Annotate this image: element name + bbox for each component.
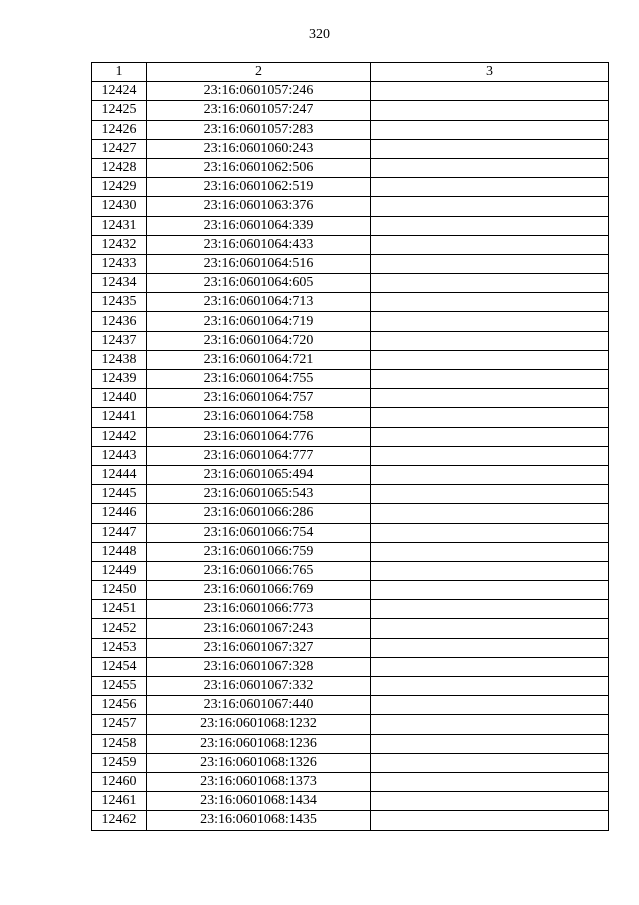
row-number-cell: 12425 [92,101,147,120]
row-number-cell: 12432 [92,235,147,254]
notes-cell [371,734,609,753]
cadastral-number-cell: 23:16:0601067:440 [147,696,371,715]
notes-cell [371,408,609,427]
notes-cell [371,753,609,772]
row-number-cell: 12446 [92,504,147,523]
row-number-cell: 12457 [92,715,147,734]
table-row [92,389,609,408]
cadastral-number-cell: 23:16:0601064:713 [147,293,371,312]
notes-cell [371,600,609,619]
row-number-cell: 12455 [92,677,147,696]
table-row [92,715,609,734]
notes-cell [371,274,609,293]
table-row [92,274,609,293]
row-number-cell: 12424 [92,82,147,101]
row-number-cell: 12462 [92,811,147,830]
table-row [92,139,609,158]
cadastral-number-cell: 23:16:0601064:755 [147,370,371,389]
table-row [92,197,609,216]
row-number-cell: 12458 [92,734,147,753]
row-number-cell: 12433 [92,254,147,273]
cadastral-number-cell: 23:16:0601060:243 [147,139,371,158]
notes-cell [371,542,609,561]
table-row [92,734,609,753]
notes-cell [371,312,609,331]
cadastral-number-cell: 23:16:0601066:769 [147,581,371,600]
cadastral-number-cell: 23:16:0601064:721 [147,350,371,369]
cadastral-number-cell: 23:16:0601062:506 [147,158,371,177]
notes-cell [371,504,609,523]
table-row [92,657,609,676]
column-header: 1 [92,63,147,82]
cadastral-number-cell: 23:16:0601062:519 [147,178,371,197]
row-number-cell: 12453 [92,638,147,657]
table-row [92,158,609,177]
cadastral-number-cell: 23:16:0601064:719 [147,312,371,331]
cadastral-number-cell: 23:16:0601065:494 [147,465,371,484]
cadastral-number-cell: 23:16:0601068:1373 [147,772,371,791]
table-row [92,523,609,542]
table-row [92,427,609,446]
table-row [92,465,609,484]
notes-cell [371,82,609,101]
table-row [92,753,609,772]
row-number-cell: 12461 [92,792,147,811]
notes-cell [371,254,609,273]
notes-cell [371,619,609,638]
cadastral-number-cell: 23:16:0601057:246 [147,82,371,101]
cadastral-number-cell: 23:16:0601066:754 [147,523,371,542]
row-number-cell: 12434 [92,274,147,293]
row-number-cell: 12438 [92,350,147,369]
cadastral-number-cell: 23:16:0601064:339 [147,216,371,235]
row-number-cell: 12449 [92,561,147,580]
notes-cell [371,485,609,504]
table-row [92,254,609,273]
table-row [92,293,609,312]
notes-cell [371,561,609,580]
row-number-cell: 12435 [92,293,147,312]
table-header-row [92,63,609,82]
row-number-cell: 12437 [92,331,147,350]
row-number-cell: 12440 [92,389,147,408]
table-row [92,120,609,139]
notes-cell [371,350,609,369]
cadastral-number-cell: 23:16:0601067:243 [147,619,371,638]
table-row [92,792,609,811]
cadastral-number-cell: 23:16:0601064:433 [147,235,371,254]
notes-cell [371,715,609,734]
notes-cell [371,139,609,158]
row-number-cell: 12426 [92,120,147,139]
column-header: 2 [147,63,371,82]
notes-cell [371,523,609,542]
table-row [92,677,609,696]
registry-table [91,62,609,831]
table-row [92,811,609,830]
row-number-cell: 12459 [92,753,147,772]
cadastral-number-cell: 23:16:0601066:765 [147,561,371,580]
notes-cell [371,235,609,254]
notes-cell [371,389,609,408]
notes-cell [371,677,609,696]
row-number-cell: 12456 [92,696,147,715]
table-row [92,370,609,389]
notes-cell [371,465,609,484]
table-row [92,178,609,197]
notes-cell [371,197,609,216]
table-row [92,312,609,331]
row-number-cell: 12448 [92,542,147,561]
notes-cell [371,638,609,657]
table-row [92,101,609,120]
notes-cell [371,216,609,235]
cadastral-number-cell: 23:16:0601068:1232 [147,715,371,734]
notes-cell [371,446,609,465]
cadastral-number-cell: 23:16:0601066:759 [147,542,371,561]
table-row [92,696,609,715]
row-number-cell: 12441 [92,408,147,427]
notes-cell [371,811,609,830]
cadastral-number-cell: 23:16:0601064:720 [147,331,371,350]
cadastral-number-cell: 23:16:0601067:327 [147,638,371,657]
table-row [92,446,609,465]
row-number-cell: 12444 [92,465,147,484]
row-number-cell: 12445 [92,485,147,504]
cadastral-number-cell: 23:16:0601064:758 [147,408,371,427]
row-number-cell: 12450 [92,581,147,600]
row-number-cell: 12436 [92,312,147,331]
table-row [92,82,609,101]
table-row [92,408,609,427]
table-row [92,542,609,561]
notes-cell [371,772,609,791]
notes-cell [371,158,609,177]
cadastral-number-cell: 23:16:0601064:605 [147,274,371,293]
cadastral-number-cell: 23:16:0601068:1326 [147,753,371,772]
row-number-cell: 12439 [92,370,147,389]
cadastral-number-cell: 23:16:0601064:757 [147,389,371,408]
notes-cell [371,120,609,139]
notes-cell [371,331,609,350]
table-row [92,600,609,619]
cadastral-number-cell: 23:16:0601068:1435 [147,811,371,830]
row-number-cell: 12430 [92,197,147,216]
notes-cell [371,101,609,120]
cadastral-number-cell: 23:16:0601063:376 [147,197,371,216]
table-row [92,638,609,657]
table-row [92,772,609,791]
notes-cell [371,427,609,446]
cadastral-number-cell: 23:16:0601066:773 [147,600,371,619]
cadastral-number-cell: 23:16:0601057:247 [147,101,371,120]
cadastral-number-cell: 23:16:0601068:1236 [147,734,371,753]
cadastral-number-cell: 23:16:0601068:1434 [147,792,371,811]
notes-cell [371,657,609,676]
row-number-cell: 12452 [92,619,147,638]
row-number-cell: 12447 [92,523,147,542]
page-number: 320 [309,27,330,42]
table-row [92,504,609,523]
row-number-cell: 12431 [92,216,147,235]
table-row [92,561,609,580]
notes-cell [371,792,609,811]
cadastral-number-cell: 23:16:0601064:777 [147,446,371,465]
table-row [92,581,609,600]
notes-cell [371,178,609,197]
row-number-cell: 12427 [92,139,147,158]
table-row [92,485,609,504]
row-number-cell: 12443 [92,446,147,465]
table-row [92,331,609,350]
cadastral-number-cell: 23:16:0601067:328 [147,657,371,676]
notes-cell [371,293,609,312]
row-number-cell: 12429 [92,178,147,197]
notes-cell [371,370,609,389]
row-number-cell: 12442 [92,427,147,446]
cadastral-number-cell: 23:16:0601057:283 [147,120,371,139]
table-row [92,235,609,254]
notes-cell [371,581,609,600]
notes-cell [371,696,609,715]
row-number-cell: 12451 [92,600,147,619]
row-number-cell: 12454 [92,657,147,676]
table-body [92,82,609,830]
cadastral-number-cell: 23:16:0601067:332 [147,677,371,696]
cadastral-number-cell: 23:16:0601064:516 [147,254,371,273]
cadastral-number-cell: 23:16:0601065:543 [147,485,371,504]
table-row [92,619,609,638]
table-row [92,216,609,235]
cadastral-number-cell: 23:16:0601066:286 [147,504,371,523]
cadastral-number-cell: 23:16:0601064:776 [147,427,371,446]
column-header: 3 [371,63,609,82]
table-row [92,350,609,369]
row-number-cell: 12460 [92,772,147,791]
row-number-cell: 12428 [92,158,147,177]
